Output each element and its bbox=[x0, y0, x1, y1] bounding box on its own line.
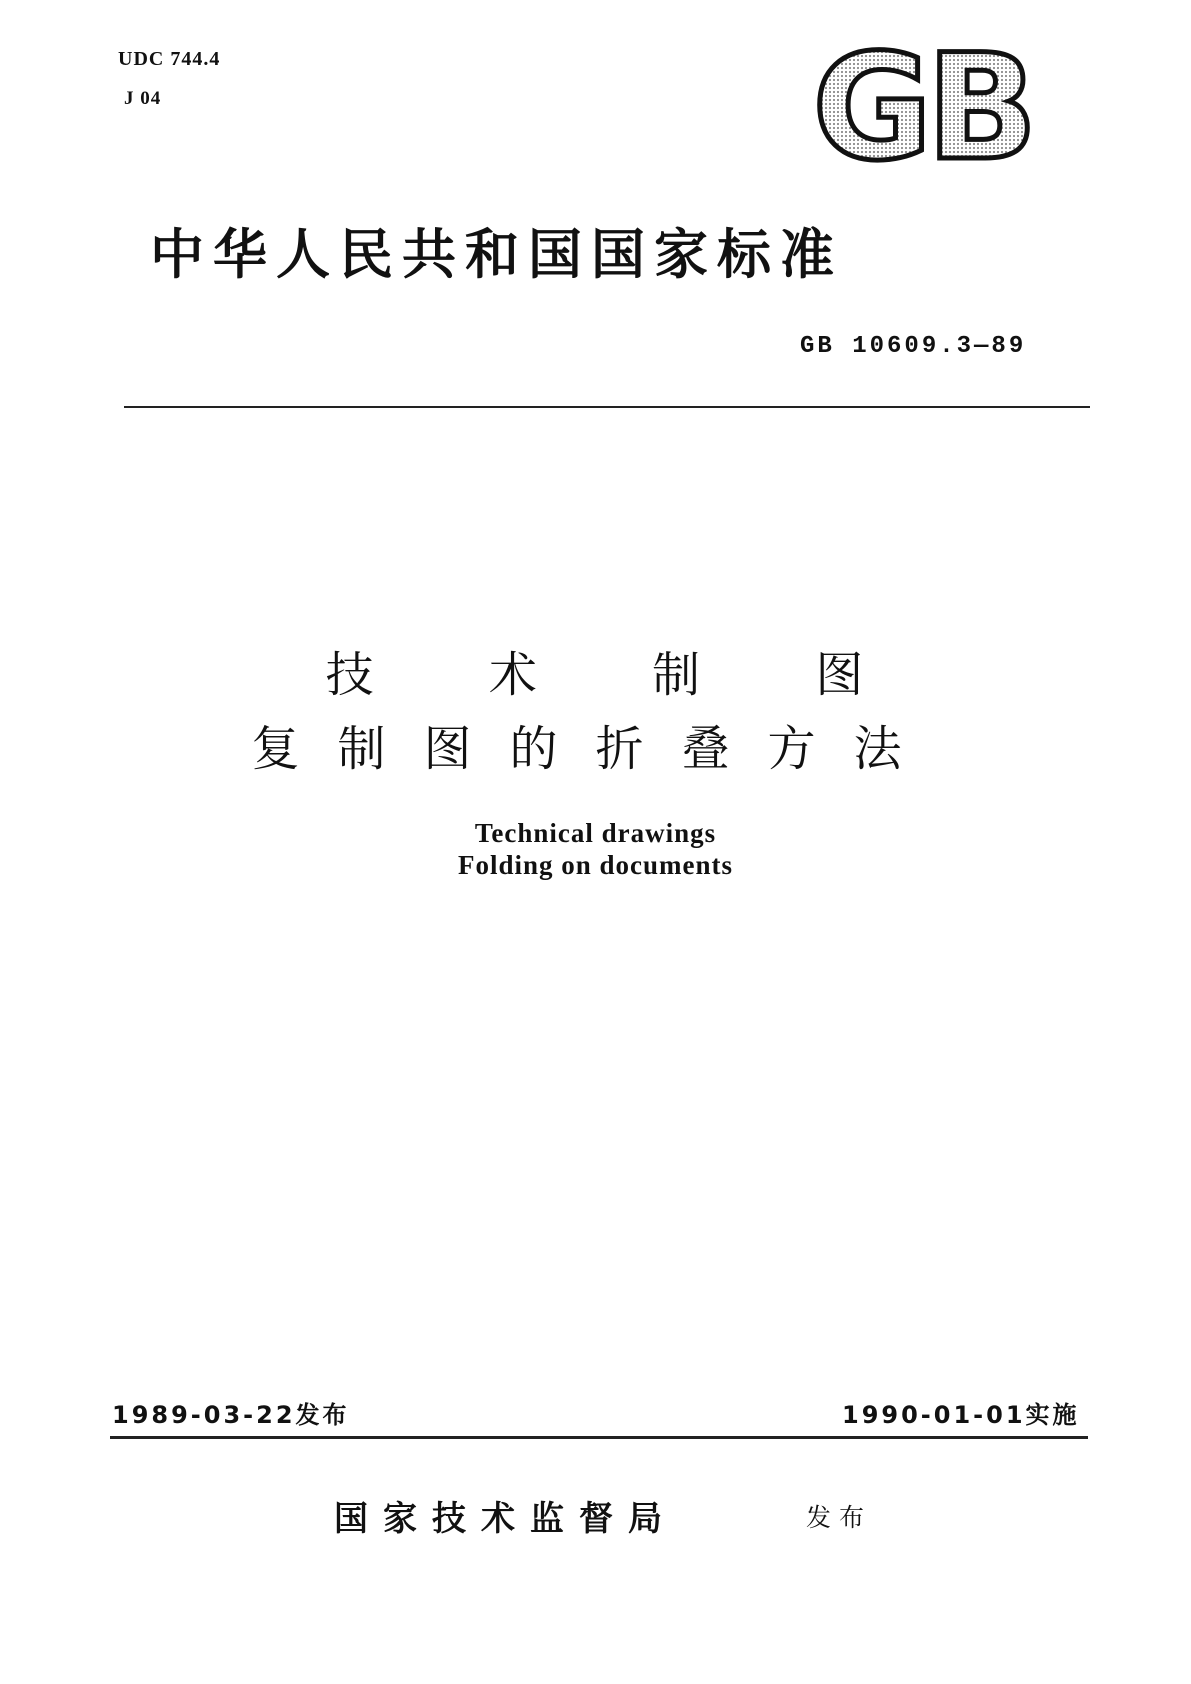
national-standard-heading: 中华人民共和国国家标准 bbox=[150, 223, 843, 286]
title-en-line2: Folding on documents bbox=[457, 850, 734, 880]
publisher-name: 国家技术监督局 bbox=[334, 1499, 677, 1539]
classification-code: J 04 bbox=[124, 88, 162, 109]
gb-logo-text: GB bbox=[812, 46, 1032, 170]
gb-logo-icon bbox=[808, 46, 1036, 170]
bottom-divider bbox=[110, 1436, 1088, 1439]
title-en-line1: Technical drawings bbox=[474, 818, 717, 848]
top-divider bbox=[124, 406, 1090, 408]
implementation-date: 1990-01-01实施 bbox=[842, 1401, 1080, 1429]
title-cn-line2: 复制图的折叠方法 bbox=[251, 721, 940, 777]
standard-number: GB 10609.3—89 bbox=[800, 333, 1027, 360]
udc-code: UDC 744.4 bbox=[118, 48, 221, 70]
title-cn-line1: 技 术 制 图 bbox=[325, 647, 866, 703]
publish-label: 发布 bbox=[806, 1503, 873, 1532]
issue-date: 1989-03-22发布 bbox=[112, 1401, 350, 1429]
gb-logo bbox=[808, 46, 1036, 170]
